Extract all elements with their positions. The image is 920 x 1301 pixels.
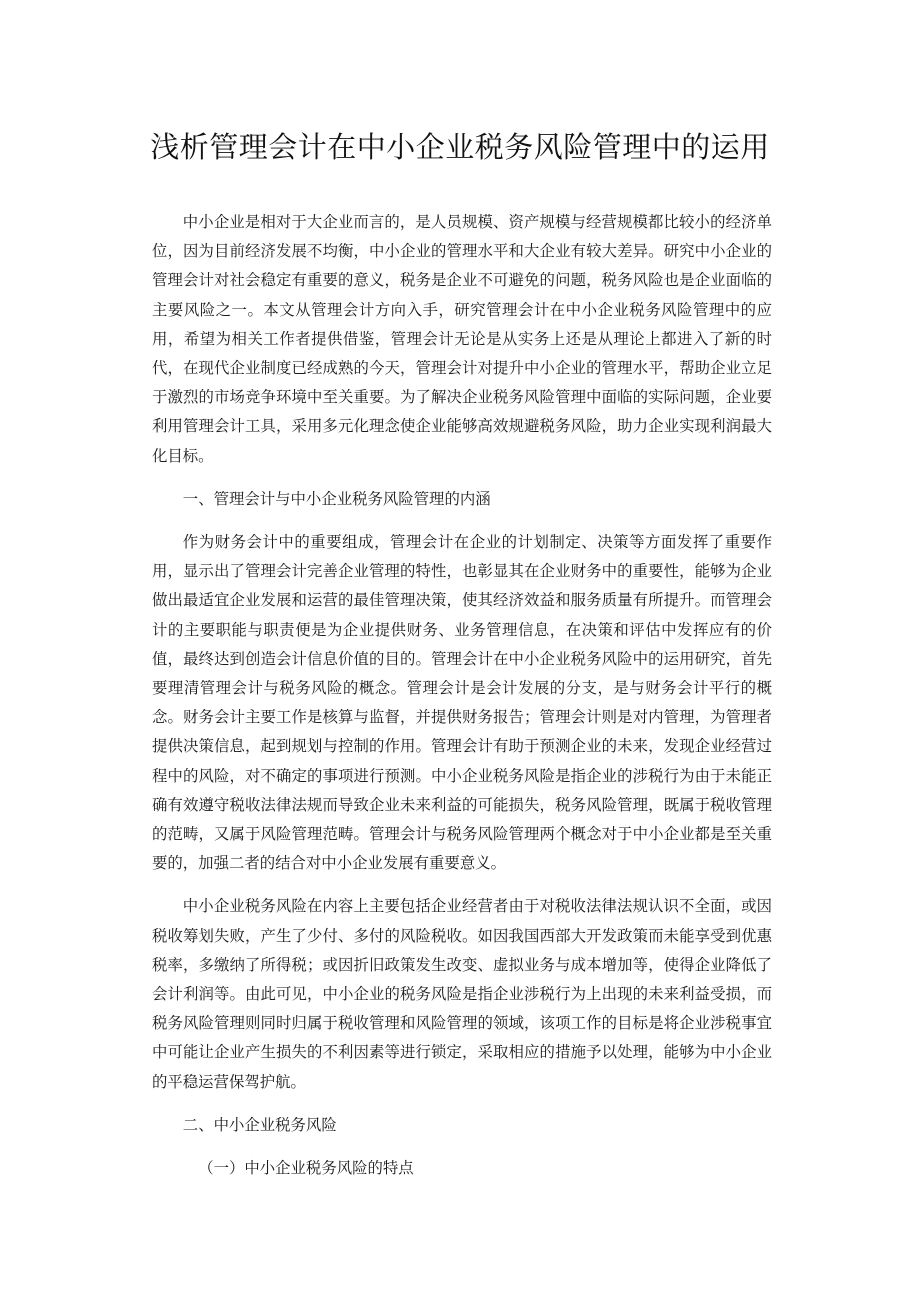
- subsection-heading: （一）中小企业税务风险的特点: [198, 1159, 414, 1178]
- document-title: 浅析管理会计在中小企业税务风险管理中的运用: [150, 130, 770, 164]
- intro-paragraph: 中小企业是相对于大企业而言的，是人员规模、资产规模与经营规模都比较小的经济单位，因为目前经济发展不均衡，中小企业的管理水平和大企业有较大差异。研究中小企业的管理会计对社会稳定有重要的意义，税务是企业不可避免的问题，税务风险也是企业面临的主要风险之一。本文从管理会计方向入手，研究管理会计在中小企业税务风险管理中的应用，希望为相关工作者提供借鉴，管理会计无论是从实务上还是从理论上都进入了新的时代，在现代企业制度已经成熟的今天，管理会计对提升中小企业的管理水平，帮助企业立足于激烈的市场竞争环境中至关重要。为了解决企业税务风险管理中面临的实际问题，企业要利用管理会计工具，采用多元化理念使企业能够高效规避税务风险，助力企业实现利润最大化目标。: [152, 213, 772, 465]
- section-heading-2: 二、中小企业税务风险: [182, 1115, 337, 1134]
- body-paragraph: 作为财务会计中的重要组成，管理会计在企业的计划制定、决策等方面发挥了重要作用，显示出了管理会计完善企业管理的特性，也彰显其在企业财务中的重要性，能够为企业做出最适宜企业发展和运营的最佳管理决策，使其经济效益和服务质量有所提升。而管理会计的主要职能与职责便是为企业提供财务、业务管理信息，在决策和评估中发挥应有的价值，最终达到创造会计信息价值的目的。管理会计在中小企业税务风险中的运用研究，首先要理清管理会计与税务风险的概念。管理会计是会计发展的分支，是与财务会计平行的概念。财务会计主要工作是核算与监督，并提供财务报告；管理会计则是对内管理，为管理者提供决策信息，起到规划与控制的作用。管理会计有助于预测企业的未来，发现企业经营过程中的风险，对不确定的事项进行预测。中小企业税务风险是指企业的涉税行为由于未能正确有效遵守税收法律法规而导致企业未来利益的可能损失，税务风险管理，既属于税收管理的范畴，又属于风险管理范畴。管理会计与税务风险管理两个概念对于中小企业都是至关重要的，加强二者的结合对中小企业发展有重要意义。: [152, 533, 772, 873]
- body-paragraph: 中小企业税务风险在内容上主要包括企业经营者由于对税收法律法规认识不全面，或因税收筹划失败，产生了少付、多付的风险税收。如因我国西部大开发政策而未能享受到优惠税率，多缴纳了所得税；或因折旧政策发生改变、虚拟业务与成本增加等，使得企业降低了会计利润等。由此可见，中小企业的税务风险是指企业涉税行为上出现的未来利益受损，而税务风险管理则同时归属于税收管理和风险管理的领域，该项工作的目标是将企业涉税事宜中可能让企业产生损失的不利因素等进行锁定，采取相应的措施予以处理，能够为中小企业的平稳运营保驾护航。: [152, 897, 772, 1091]
- section-heading-1: 一、管理会计与中小企业税务风险管理的内涵: [182, 489, 491, 508]
- document-body: [152, 208, 772, 1183]
